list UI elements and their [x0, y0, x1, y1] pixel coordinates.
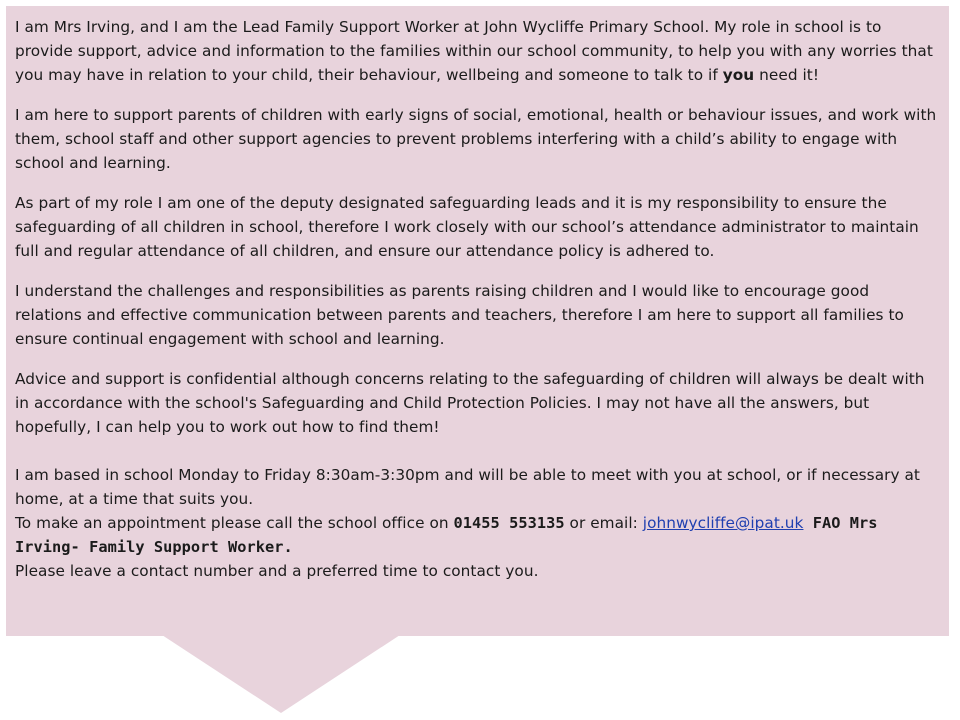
confidential-paragraph: Advice and support is confidential although concerns relating to the safeguarding of children will always be dealt with in accordance with the school's Safeguarding and Child Protection Policies. I may not have all the answers, but hopefully, I can help you to work out how to find them! [15, 370, 925, 436]
fao-text: FAO Mrs Irving- Family Support Worker. [15, 514, 878, 556]
phone-number: 01455 553135 [453, 514, 565, 532]
availability-paragraph: I am based in school Monday to Friday 8:30am-3:30pm and will be able to meet with you at school, or if necessary at home, at a time that suits you. [15, 466, 920, 508]
speech-bubble [6, 6, 949, 636]
contact-paragraph: Please leave a contact number and a preferred time to contact you. [15, 562, 539, 580]
intro-emphasis: you [722, 66, 755, 84]
appointment-paragraph [15, 511, 940, 559]
email-link[interactable]: johnwycliffe@ipat.uk [642, 514, 804, 532]
intro-text-end: need it! [754, 66, 820, 84]
support-paragraph: I am here to support parents of children with early signs of social, emotional, health or behaviour issues, and work with them, school staff and other support agencies to prevent problems interfering with a child’s ability to engage with school and learning. [15, 106, 937, 172]
email-prefix: or email: [564, 514, 643, 532]
intro-text: I am Mrs Irving, and I am the Lead Family Support Worker at John Wycliffe Primary School. My role in school is to provide support, advice and information to the families within our school community, to help you with any worries that you may have in relation to your child, their behaviour, wellbeing and someone to talk to if [15, 18, 933, 84]
intro-paragraph [15, 15, 940, 87]
safeguarding-paragraph: As part of my role I am one of the deputy designated safeguarding leads and it is my responsibility to ensure the safeguarding of all children in school, therefore I work closely with our school’s attendance administrator to maintain full and regular attendance of all children, and ensure our attendance policy is adhered to. [15, 194, 919, 260]
appointment-text: To make an appointment please call the school office on [15, 514, 454, 532]
relations-paragraph: I understand the challenges and responsibilities as parents raising children and I would like to encourage good relations and effective communication between parents and teachers, therefore I am here to support all families to ensure continual engagement with school and learning. [15, 282, 904, 348]
family-support-text [15, 15, 940, 583]
speech-bubble-tail [162, 635, 400, 713]
